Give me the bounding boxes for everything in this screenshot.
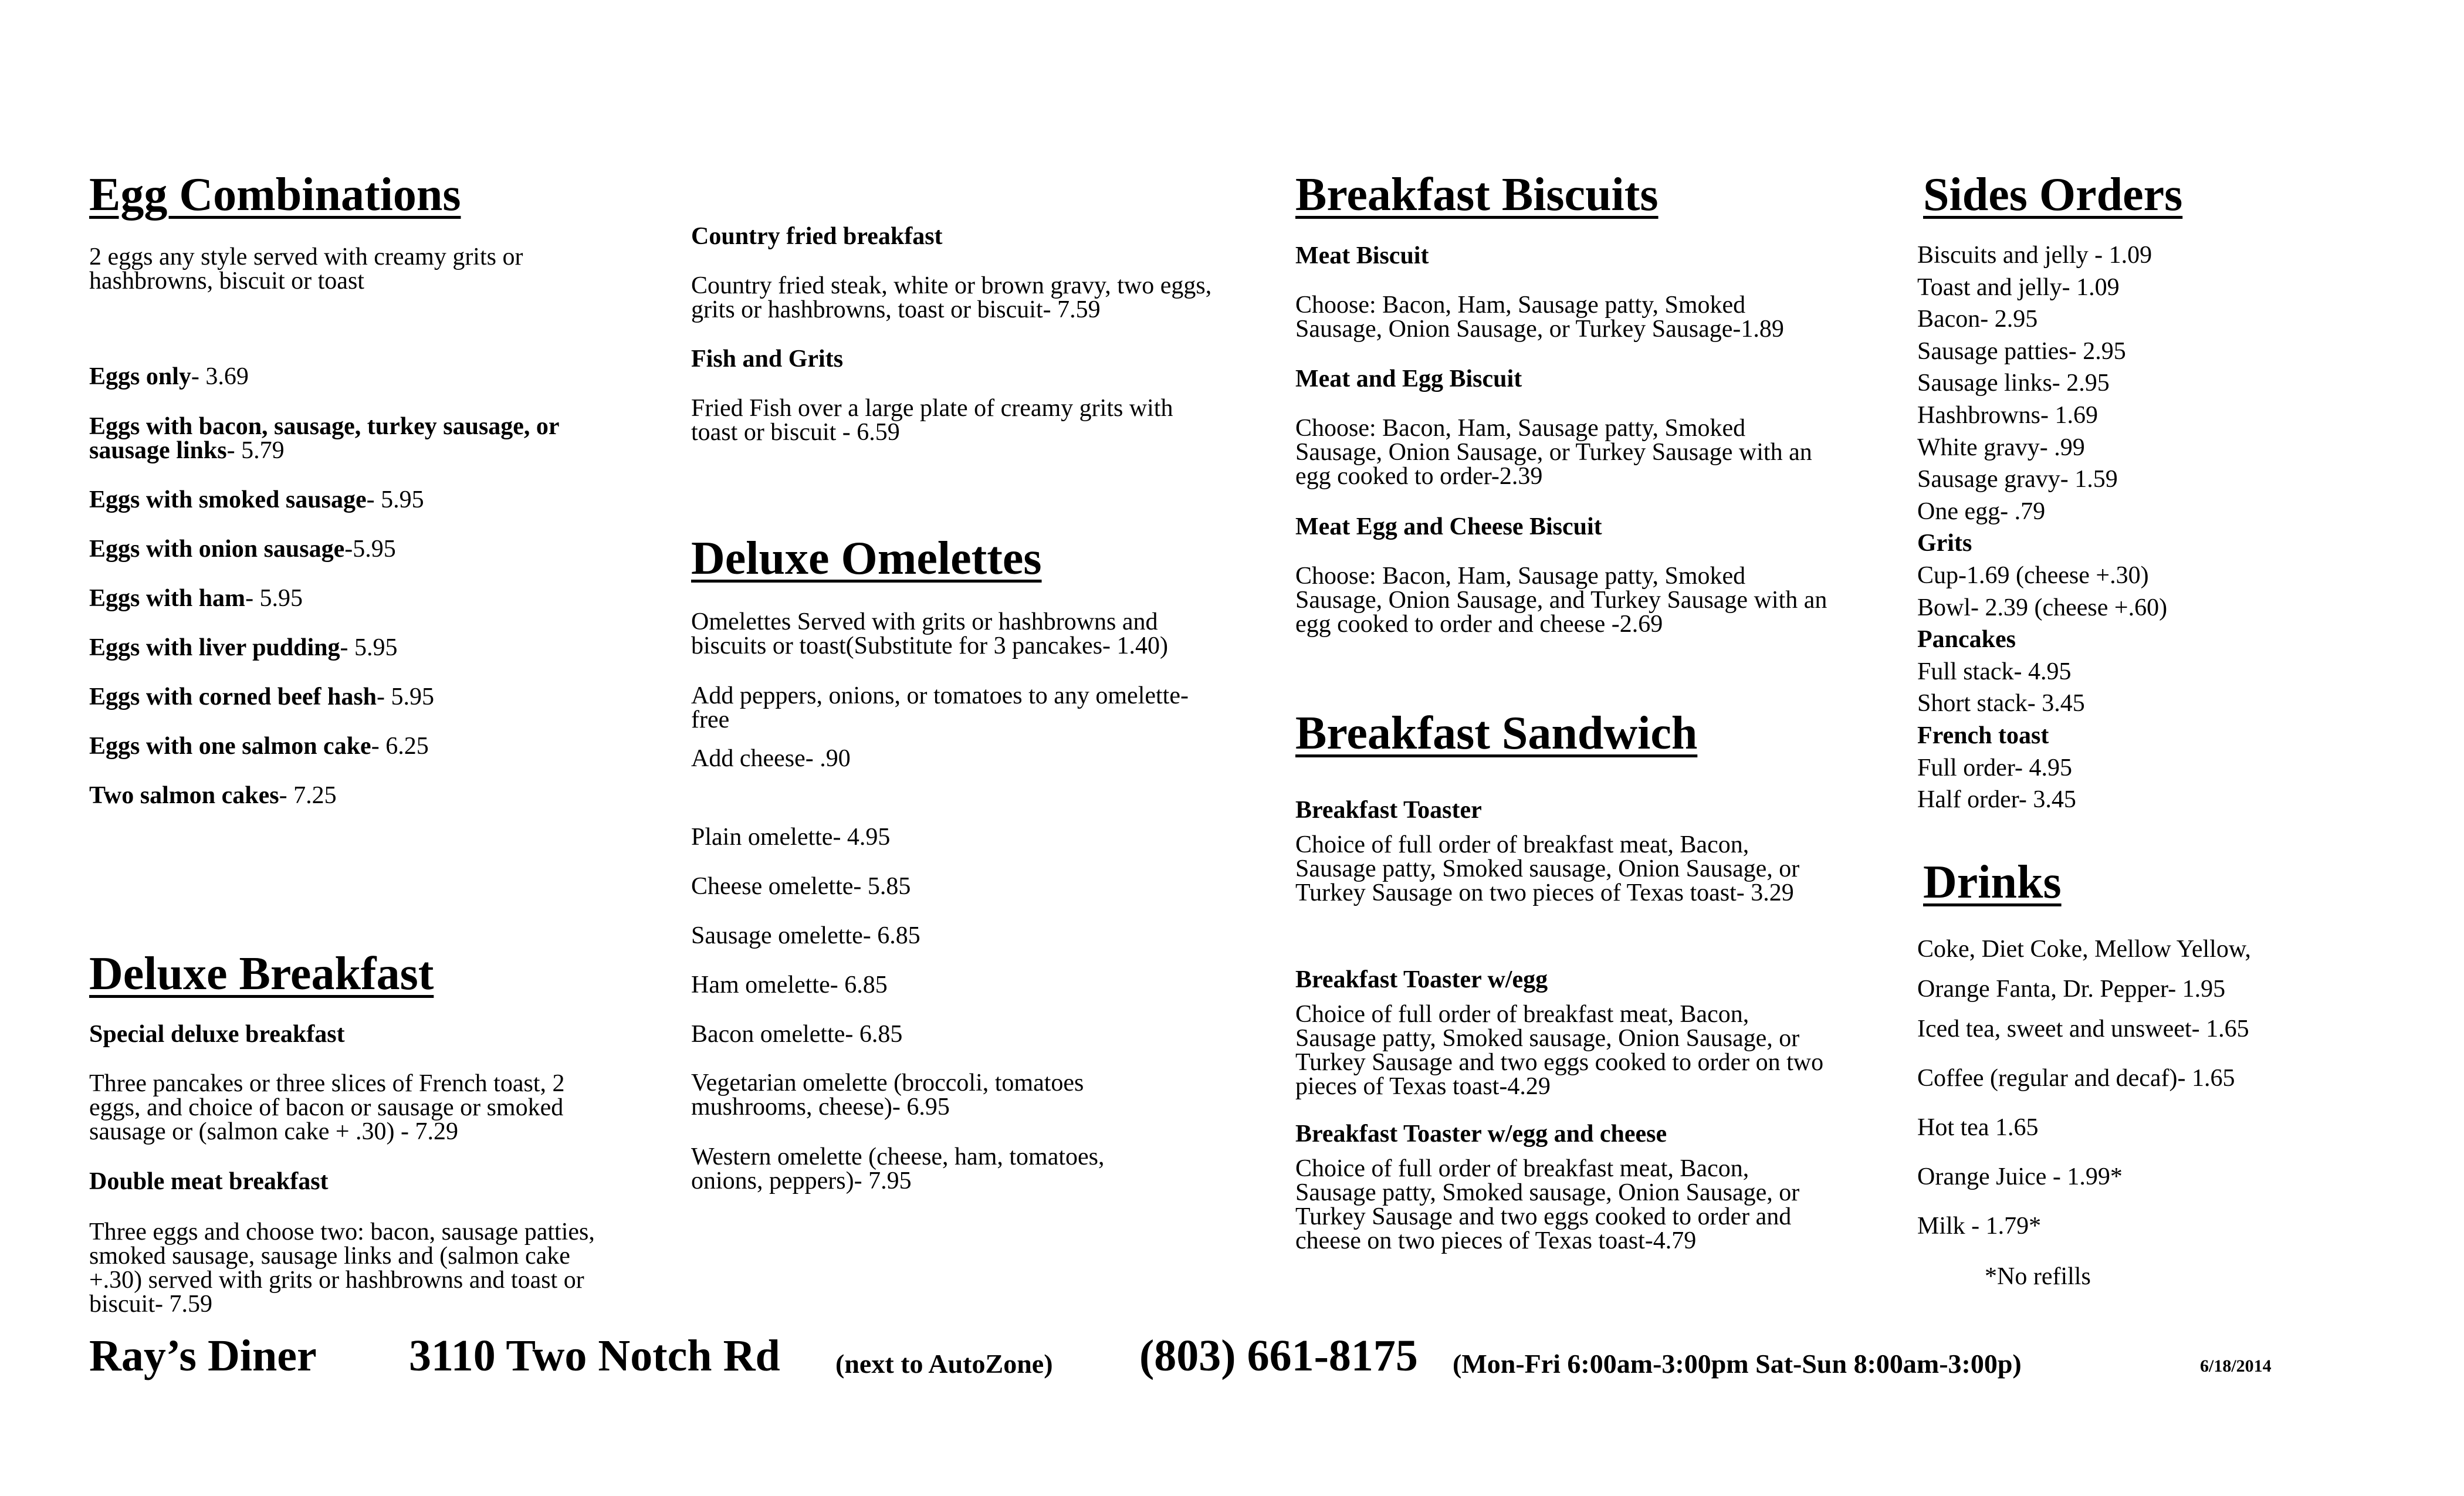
item-name: Double meat breakfast bbox=[89, 1168, 329, 1195]
no-refills-note bbox=[1985, 1265, 2091, 1289]
egg-combination-item bbox=[89, 537, 617, 561]
egg-combinations-desc-text: 2 eggs any style served with creamy grits or hashbrowns, biscuit or toast bbox=[89, 243, 523, 295]
deluxe-breakfast-description bbox=[89, 1072, 617, 1144]
special-description bbox=[691, 397, 1219, 445]
side-item: Sausage links- 2.95 bbox=[1917, 370, 2110, 397]
sides-list bbox=[1917, 239, 2363, 816]
side-item: Full stack- 4.95 bbox=[1917, 658, 2072, 685]
side-item: Biscuits and jelly - 1.09 bbox=[1917, 242, 2152, 269]
biscuit-item bbox=[1295, 367, 1835, 391]
item-description: Choice of full order of breakfast meat, Bacon, Sausage patty, Smoked sausage, Onion Sausage, or Turkey Sausage and two eggs cooked to order and cheese on two pieces of Texas toast-4.79 bbox=[1295, 1155, 1800, 1255]
drink-item bbox=[1917, 1067, 2363, 1091]
omelette-item bbox=[691, 973, 1219, 997]
egg-combination-item bbox=[89, 784, 617, 808]
item-name: Breakfast Toaster bbox=[1295, 797, 1482, 824]
omelette-addon bbox=[691, 747, 1219, 771]
item-text: Western omelette (cheese, ham, tomatoes, onions, peppers)- 7.95 bbox=[691, 1143, 1105, 1195]
item-price: - 3.69 bbox=[191, 363, 249, 390]
omelette-addon bbox=[691, 684, 1219, 732]
breakfast-sandwich-title: Breakfast Sandwich bbox=[1295, 708, 1698, 759]
side-item: Cup-1.69 (cheese +.30) bbox=[1917, 561, 2149, 589]
egg-combinations-title: Egg Combinations bbox=[89, 169, 461, 221]
egg-combination-item bbox=[89, 365, 617, 389]
pancakes-label: Pancakes bbox=[1917, 626, 2016, 654]
item-text: Ham omelette- 6.85 bbox=[691, 972, 888, 999]
biscuit-description bbox=[1295, 417, 1835, 489]
item-name: Eggs with onion sausage bbox=[89, 536, 345, 563]
address-note: (next to AutoZone) bbox=[835, 1349, 1053, 1379]
egg-combination-item bbox=[89, 735, 617, 759]
deluxe-omelettes-description bbox=[691, 610, 1219, 658]
deluxe-omelettes-title: Deluxe Omelettes bbox=[691, 533, 1042, 584]
biscuit-description bbox=[1295, 564, 1835, 637]
item-price: - 5.95 bbox=[245, 585, 303, 612]
item-text: Plain omelette- 4.95 bbox=[691, 824, 891, 851]
item-price: - 5.95 bbox=[377, 683, 435, 710]
item-description: Choice of full order of breakfast meat, Bacon, Sausage patty, Smoked sausage, Onion Sausage, or Turkey Sausage and two eggs cooked to order on two pieces of Texas toast-4.29 bbox=[1295, 1001, 1824, 1101]
menu-date: 6/18/2014 bbox=[2200, 1356, 2272, 1376]
item-name: Special deluxe breakfast bbox=[89, 1021, 345, 1048]
french-toast-label: French toast bbox=[1917, 722, 2049, 749]
diner-name: Ray’s Diner bbox=[89, 1331, 317, 1380]
egg-combination-item bbox=[89, 488, 617, 512]
biscuit-description bbox=[1295, 293, 1835, 341]
item-name: Meat and Egg Biscuit bbox=[1295, 365, 1522, 392]
drink-text: Coke, Diet Coke, Mellow Yellow, bbox=[1917, 936, 2251, 963]
special-description bbox=[691, 274, 1219, 322]
omelette-item bbox=[691, 875, 1219, 899]
omelette-item bbox=[691, 1023, 1219, 1047]
item-price: -5.95 bbox=[344, 536, 396, 563]
side-item: Bacon- 2.95 bbox=[1917, 306, 2038, 333]
item-description: Country fried steak, white or brown gravy, two eggs, grits or hashbrowns, toast or biscuit- 7.59 bbox=[691, 272, 1212, 324]
item-name: Meat Biscuit bbox=[1295, 242, 1429, 269]
deluxe-breakfast-description bbox=[89, 1220, 617, 1317]
footer bbox=[89, 1331, 2377, 1383]
drink-item bbox=[1917, 1116, 2363, 1140]
sandwich-description bbox=[1295, 833, 1835, 905]
diner-phone: (803) 661-8175 bbox=[1139, 1331, 1418, 1380]
omelette-item bbox=[691, 825, 1219, 849]
sandwich-description bbox=[1295, 1157, 1835, 1254]
drink-text: Hot tea 1.65 bbox=[1917, 1114, 2039, 1141]
side-item: Half order- 3.45 bbox=[1917, 786, 2076, 814]
item-name: Meat Egg and Cheese Biscuit bbox=[1295, 513, 1602, 540]
item-name: Eggs with ham bbox=[89, 585, 246, 612]
item-name: Fish and Grits bbox=[691, 346, 844, 373]
deluxe-breakfast-item bbox=[89, 1023, 617, 1047]
note-text: *No refills bbox=[1985, 1263, 2091, 1290]
drink-text: Coffee (regular and decaf)- 1.65 bbox=[1917, 1065, 2235, 1092]
egg-combination-item bbox=[89, 587, 617, 611]
drinks-title: Drinks bbox=[1923, 857, 2062, 908]
drink-text: Orange Fanta, Dr. Pepper- 1.95 bbox=[1917, 976, 2226, 1003]
sandwich-description bbox=[1295, 1003, 1835, 1099]
item-description: Three pancakes or three slices of French toast, 2 eggs, and choice of bacon or sausage or smoked sausage or (salmon cake + .30) - 7.29 bbox=[89, 1070, 565, 1146]
item-text: Vegetarian omelette (broccoli, tomatoes mushrooms, cheese)- 6.95 bbox=[691, 1069, 1084, 1121]
side-item: Toast and jelly- 1.09 bbox=[1917, 273, 2120, 301]
item-name: Breakfast Toaster w/egg bbox=[1295, 966, 1548, 993]
item-price: - 6.25 bbox=[371, 733, 429, 760]
item-price: - 5.79 bbox=[226, 437, 285, 465]
item-description: Choose: Bacon, Ham, Sausage patty, Smoked Sausage, Onion Sausage, or Turkey Sausage with an egg cooked to order-2.39 bbox=[1295, 415, 1812, 490]
item-name: Eggs with bacon, sausage, turkey sausage, or sausage links bbox=[89, 413, 559, 465]
omelette-item bbox=[691, 924, 1219, 948]
item-name: Two salmon cakes bbox=[89, 782, 279, 809]
drink-text: Orange Juice - 1.99* bbox=[1917, 1163, 2123, 1190]
drink-item bbox=[1917, 977, 2363, 1001]
item-description: Choose: Bacon, Ham, Sausage patty, Smoked Sausage, Onion Sausage, and Turkey Sausage with an egg cooked to order and cheese -2.69 bbox=[1295, 563, 1827, 638]
item-price: - 7.25 bbox=[279, 782, 337, 809]
item-price: - 5.95 bbox=[340, 634, 398, 661]
deluxe-breakfast-title: Deluxe Breakfast bbox=[89, 948, 434, 1000]
omelette-item bbox=[691, 1145, 1149, 1193]
item-text: Bacon omelette- 6.85 bbox=[691, 1021, 903, 1048]
item-name: Breakfast Toaster w/egg and cheese bbox=[1295, 1121, 1667, 1148]
sides-orders-title: Sides Orders bbox=[1923, 169, 2183, 221]
side-item: One egg- .79 bbox=[1917, 497, 2046, 525]
egg-combination-item bbox=[89, 685, 617, 709]
drink-text: Iced tea, sweet and unsweet- 1.65 bbox=[1917, 1016, 2249, 1043]
special-item bbox=[691, 347, 1219, 371]
side-item: Sausage gravy- 1.59 bbox=[1917, 466, 2118, 493]
drink-item bbox=[1917, 937, 2363, 962]
egg-combination-item bbox=[89, 415, 617, 463]
drink-item bbox=[1917, 1214, 2363, 1238]
item-name: Eggs with one salmon cake bbox=[89, 733, 371, 760]
item-name: Eggs with smoked sausage bbox=[89, 486, 367, 513]
sandwich-item bbox=[1295, 1122, 1835, 1146]
addon-text: Add cheese- .90 bbox=[691, 745, 851, 772]
egg-combination-item bbox=[89, 636, 617, 660]
item-name: Country fried breakfast bbox=[691, 223, 943, 250]
side-item: Sausage patties- 2.95 bbox=[1917, 337, 2126, 365]
item-description: Three eggs and choose two: bacon, sausage patties, smoked sausage, sausage links and (salmon cake +.30) served with grits or hashbrowns and toast or biscuit- 7.59 bbox=[89, 1219, 595, 1318]
breakfast-biscuits-title: Breakfast Biscuits bbox=[1295, 169, 1659, 221]
item-price: - 5.95 bbox=[366, 486, 424, 513]
diner-hours: (Mon-Fri 6:00am-3:00pm Sat-Sun 8:00am-3:00p) bbox=[1453, 1349, 2022, 1379]
omelettes-desc-text: Omelettes Served with grits or hashbrowns and biscuits or toast(Substitute for 3 pancakes- 1.40) bbox=[691, 608, 1169, 660]
item-text: Cheese omelette- 5.85 bbox=[691, 873, 911, 900]
deluxe-breakfast-item bbox=[89, 1170, 617, 1194]
side-item: Bowl- 2.39 (cheese +.60) bbox=[1917, 594, 2168, 621]
side-item: Full order- 4.95 bbox=[1917, 754, 2072, 781]
item-text: Sausage omelette- 6.85 bbox=[691, 922, 920, 949]
biscuit-item bbox=[1295, 244, 1835, 268]
addon-text: Add peppers, onions, or tomatoes to any omelette-free bbox=[691, 682, 1189, 734]
item-name: Eggs with corned beef hash bbox=[89, 683, 377, 710]
item-name: Eggs only bbox=[89, 363, 191, 390]
item-description: Fried Fish over a large plate of creamy grits with toast or biscuit - 6.59 bbox=[691, 395, 1173, 446]
drink-item bbox=[1917, 1017, 2363, 1041]
item-name: Eggs with liver pudding bbox=[89, 634, 340, 661]
side-item: White gravy- .99 bbox=[1917, 434, 2085, 461]
diner-address: 3110 Two Notch Rd bbox=[409, 1331, 780, 1380]
special-item bbox=[691, 225, 1219, 249]
item-description: Choose: Bacon, Ham, Sausage patty, Smoked Sausage, Onion Sausage, or Turkey Sausage-1.89 bbox=[1295, 292, 1784, 343]
drink-text: Milk - 1.79* bbox=[1917, 1213, 2042, 1240]
item-description: Choice of full order of breakfast meat, Bacon, Sausage patty, Smoked sausage, Onion Sausage, or Turkey Sausage on two pieces of Texas toast- 3.29 bbox=[1295, 831, 1800, 907]
biscuit-item bbox=[1295, 515, 1835, 539]
omelette-item bbox=[691, 1071, 1149, 1119]
sandwich-item bbox=[1295, 968, 1835, 992]
grits-label: Grits bbox=[1917, 530, 1972, 557]
side-item: Hashbrowns- 1.69 bbox=[1917, 401, 2098, 429]
sandwich-item bbox=[1295, 798, 1835, 823]
side-item: Short stack- 3.45 bbox=[1917, 690, 2085, 717]
drink-item bbox=[1917, 1165, 2363, 1189]
egg-combinations-description bbox=[89, 245, 617, 293]
